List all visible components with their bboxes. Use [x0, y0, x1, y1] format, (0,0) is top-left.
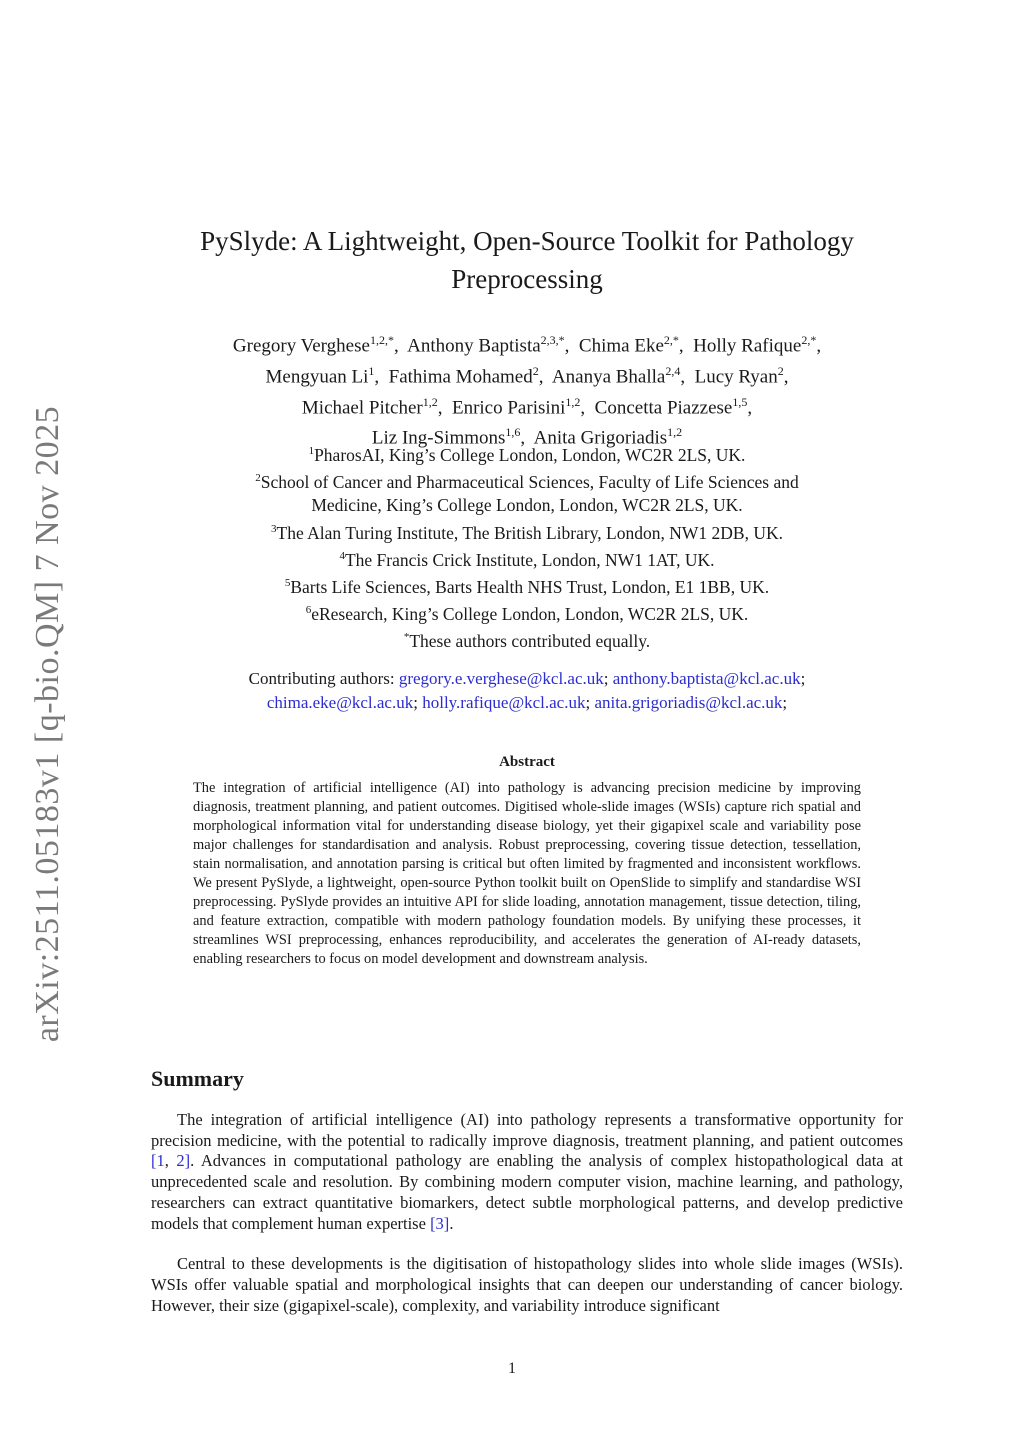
- affil-text: Barts Life Sciences, Barts Health NHS Trust, London, E1 1BB, UK.: [290, 576, 770, 597]
- arxiv-identifier: arXiv:2511.05183v1 [q-bio.QM] 7 Nov 2025: [29, 405, 66, 1043]
- affiliation-line: [150, 545, 904, 572]
- author-name: Concetta Piazzese: [594, 396, 733, 418]
- citation-link[interactable]: [1: [151, 1151, 165, 1171]
- citation-link[interactable]: 2]: [176, 1151, 191, 1171]
- author-sup: 1,2,*: [369, 333, 394, 347]
- author-sup: 1,2: [422, 394, 438, 409]
- author-name: Mengyuan Li: [265, 366, 369, 388]
- affil-text: These authors contributed equally.: [409, 630, 651, 651]
- title-line-1: PySlyde: A Lightweight, Open-Source Toolkit for Pathology: [200, 226, 854, 256]
- contrib-label: Contributing authors:: [248, 669, 395, 688]
- title-line-2: Preprocessing: [451, 264, 603, 294]
- author-name: Lucy Ryan: [694, 366, 778, 388]
- contributing-authors: [150, 667, 904, 715]
- affil-text: School of Cancer and Pharmaceutical Sciences, Faculty of Life Sciences and: [260, 471, 799, 492]
- author-line-4: Liz Ing-Simmons$^{1,6}$, Anita Grigoriadis$^{1,2}$: [371, 425, 683, 449]
- email-link[interactable]: holly.rafique@kcl.ac.uk: [422, 693, 586, 712]
- author-list: [150, 328, 904, 451]
- text-span: .: [449, 1213, 454, 1233]
- author-name: Gregory Verghese: [232, 335, 370, 357]
- author-sup: 2,*: [801, 333, 817, 347]
- author-sup: 2,4: [665, 363, 681, 378]
- affiliation-line: [150, 494, 904, 517]
- citation-link[interactable]: [3]: [430, 1213, 450, 1233]
- equal-contribution-note: [150, 626, 904, 653]
- affiliation-line: [150, 518, 904, 545]
- affil-sup: 6: [305, 603, 312, 616]
- author-sup: 1,2: [667, 425, 683, 440]
- summary-heading: Summary: [151, 1066, 244, 1091]
- affiliation-line: [150, 572, 904, 599]
- affil-sup: 1: [308, 445, 315, 457]
- text-span: ,: [164, 1151, 177, 1171]
- email-link[interactable]: chima.eke@kcl.ac.uk: [266, 693, 414, 712]
- email-link[interactable]: anita.grigoriadis@kcl.ac.uk: [594, 693, 783, 712]
- affiliation-line: [150, 599, 904, 626]
- affil-sup: 4: [339, 549, 345, 562]
- author-name: Chima Eke: [578, 335, 664, 357]
- page-number: 1: [508, 1360, 516, 1377]
- author-sup: 1,2: [565, 394, 581, 409]
- abstract-heading: Abstract: [499, 754, 555, 770]
- affil-sup: 3: [271, 522, 277, 535]
- summary-paragraph-1: [151, 1110, 903, 1234]
- author-name: Holly Rafique: [693, 335, 802, 357]
- summary-paragraph-2: Central to these developments is the digitisation of histopathology slides into whole slide images (WSIs). WSIs offer valuable spatial and morphological insights that can deepen our understanding of cancer biology. However, their size (gigapixel-scale), complexity, and variability introduce significant: [151, 1254, 903, 1315]
- affil-text: eResearch, King’s College London, London, WC2R 2LS, UK.: [311, 603, 749, 624]
- affiliation-line: [150, 440, 904, 467]
- affiliations: [150, 440, 904, 653]
- author-sup: 1,5: [732, 394, 748, 409]
- author-sup: 2: [777, 363, 784, 378]
- affil-sup: *: [403, 631, 410, 644]
- contrib-line-1: Contributing authors: gregory.e.verghese@kcl.ac.uk; anthony.baptista@kcl.ac.uk;: [248, 669, 806, 688]
- author-line-3: Michael Pitcher$^{1,2}$, Enrico Parisini$^{1,2}$, Concetta Piazzese$^{1,5}$,: [301, 394, 753, 418]
- email-link[interactable]: anthony.baptista@kcl.ac.uk: [612, 669, 801, 688]
- text-span: . Advances in computational pathology are enabling the analysis of complex histopathological data at unprecedented scale and resolution. By combining modern computer vision, machine learning, and pathology, researchers can extract quantitative biomarkers, detect subtle morphological patterns, and develop predictive models that complement human expertise: [151, 1151, 904, 1233]
- author-line-1: Gregory Verghese$^{1,2,*}$, Anthony Baptista$^{2,3,*}$, Chima Eke$^{2,*}$, Holly Rafique$^{2,*}$,: [232, 333, 822, 357]
- paper-title: [150, 222, 904, 298]
- author-sup: 2,3,*: [540, 333, 565, 347]
- author-name: Fathima Mohamed: [388, 366, 533, 388]
- author-name: Michael Pitcher: [301, 396, 423, 418]
- author-name: Ananya Bhalla: [551, 366, 666, 388]
- author-name: Anthony Baptista: [407, 335, 541, 357]
- text-span: The integration of artificial intelligence (AI) into pathology represents a transformative opportunity for precision medicine, with the potential to radically improve diagnosis, treatment planning, and patient outcomes: [151, 1110, 903, 1150]
- author-sup: 1,6: [505, 425, 521, 440]
- author-line-2: Mengyuan Li$^1$, Fathima Mohamed$^2$, Ananya Bhalla$^{2,4}$, Lucy Ryan$^2$,: [265, 363, 789, 388]
- author-name: Anita Grigoriadis: [533, 427, 668, 449]
- email-link[interactable]: gregory.e.verghese@kcl.ac.uk: [398, 669, 604, 688]
- affil-sup: 5: [284, 576, 291, 589]
- affil-text: PharosAI, King’s College London, London, WC2R 2LS, UK.: [314, 444, 746, 465]
- author-sup: 2: [532, 363, 539, 378]
- affiliation-line: [150, 467, 904, 494]
- affil-text: Medicine, King’s College London, London, WC2R 2LS, UK.: [311, 495, 743, 516]
- affil-text: The Alan Turing Institute, The British Library, London, NW1 2DB, UK.: [276, 522, 783, 543]
- author-sup: 1: [368, 363, 375, 378]
- author-sup: 2,*: [663, 333, 679, 347]
- affil-sup: 2: [255, 472, 261, 485]
- summary-body: [151, 1110, 903, 1336]
- author-name: Liz Ing-Simmons: [371, 427, 506, 449]
- contrib-line-2: chima.eke@kcl.ac.uk; holly.rafique@kcl.ac.uk; anita.grigoriadis@kcl.ac.uk;: [266, 693, 788, 712]
- author-name: Enrico Parisini: [451, 396, 566, 418]
- abstract-text: The integration of artificial intelligence (AI) into pathology is advancing precision medicine by improving diagnosis, treatment planning, and patient outcomes. Digitised whole-slide images (WSIs) capture rich spatial and morphological information vital for understanding disease biology, yet their gigapixel scale and variability pose major challenges for standardisation and analysis. Robust preprocessing, covering tissue detection, tessellation, stain normalisation, and annotation parsing is critical but often limited by fragmented and inconsistent workflows. We present PySlyde, a lightweight, open-source Python toolkit built on OpenSlide to simplify and standardise WSI preprocessing. PySlyde provides an intuitive API for slide loading, annotation management, tissue detection, tiling, and feature extraction, compatible with modern pathology foundation models. By unifying these processes, it streamlines WSI preprocessing, enhances reproducibility, and accelerates the generation of AI-ready datasets, enabling researchers to focus on model development and downstream analysis.: [193, 780, 861, 967]
- affil-text: The Francis Crick Institute, London, NW1 1AT, UK.: [344, 549, 715, 570]
